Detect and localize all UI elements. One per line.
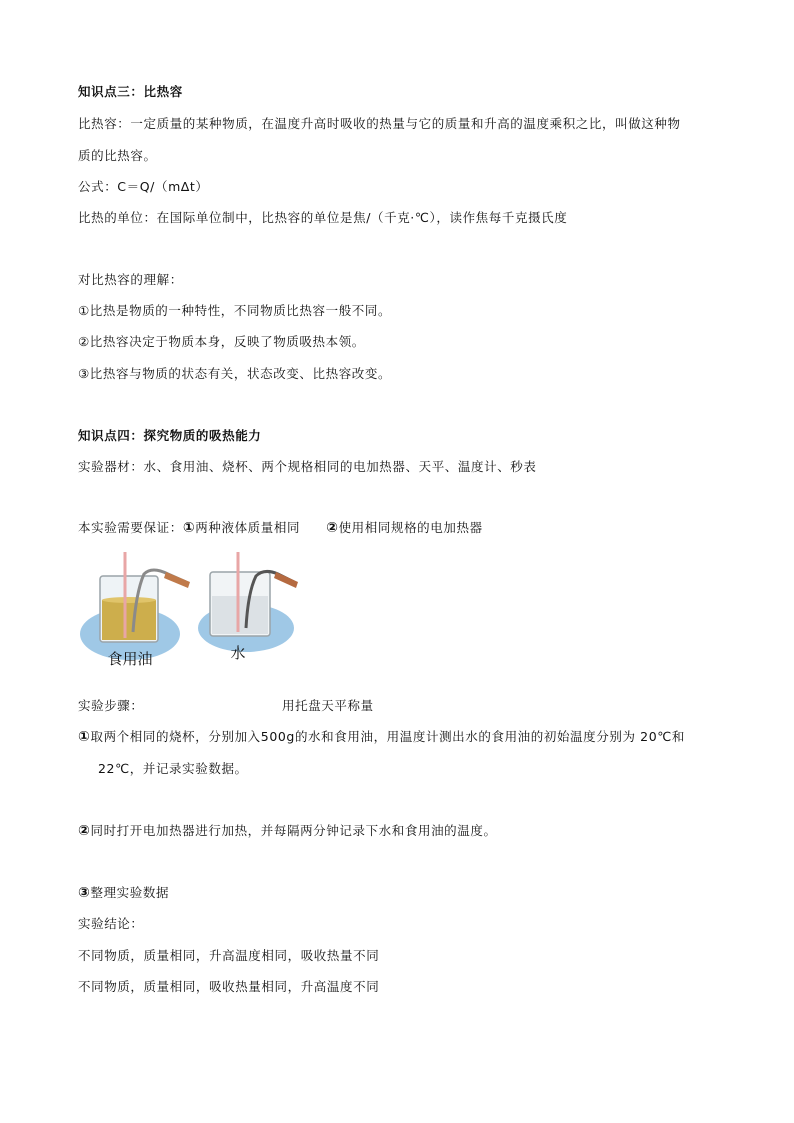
conclusion-1: 不同物质，质量相同，升高温度相同，吸收热量不同	[78, 948, 380, 963]
label-oil: 食用油	[107, 651, 153, 668]
step-2-number: ②	[78, 823, 91, 839]
req1-text: 两种液体质量相同	[195, 520, 301, 535]
materials: 实验器材：水、食用油、烧杯、两个规格相同的电加热器、天平、温度计、秒表	[78, 459, 537, 474]
step-1-number: ①	[78, 729, 91, 745]
definition-line-2: 质的比热容。	[78, 148, 157, 163]
step-3	[78, 885, 169, 901]
step-3-text: 整理实验数据	[90, 885, 170, 900]
label-water: 水	[230, 645, 246, 662]
requirements	[78, 520, 483, 536]
steps-note: 用托盘天平称量	[282, 698, 374, 713]
definition-line-1: 比热容：一定质量的某种物质，在温度升高时吸收的热量与它的质量和升高的温度乘积之比，叫做这种物	[78, 116, 681, 131]
step-2	[78, 823, 497, 839]
beakers-illustration	[78, 552, 308, 672]
unit-text: 比热的单位：在国际单位制中，比热容的单位是焦/（千克·℃），读作焦每千克摄氏度	[78, 210, 568, 225]
water-liquid	[212, 596, 268, 634]
step-1-line-2: 22℃，并记录实验数据。	[98, 761, 248, 776]
conclusion-title: 实验结论：	[78, 916, 144, 931]
section4-title: 知识点四：探究物质的吸热能力	[78, 428, 262, 443]
formula: 公式：C＝Q/（m∆t）	[78, 179, 209, 194]
step-1-line-1	[78, 729, 685, 745]
section3-title: 知识点三：比热容	[78, 84, 183, 99]
step-3-number: ③	[78, 885, 91, 901]
conclusion-2: 不同物质，质量相同，吸收热量相同，升高温度不同	[78, 979, 380, 994]
understanding-title: 对比热容的理解：	[78, 272, 183, 287]
step-1-text: 取两个相同的烧杯，分别加入500g的水和食用油，用温度计测出水的食用油的初始温度分别为 20℃和	[90, 729, 685, 744]
understanding-point-3: ③比热容与物质的状态有关，状态改变、比热容改变。	[78, 366, 392, 381]
understanding-point-2: ②比热容决定于物质本身，反映了物质吸热本领。	[78, 334, 365, 349]
req2-number: ②	[326, 520, 339, 536]
steps-title: 实验步骤：	[78, 698, 144, 713]
experiment-figure	[78, 552, 308, 672]
oil-liquid	[102, 600, 156, 640]
understanding-point-1: ①比热是物质的一种特性，不同物质比热容一般不同。	[78, 303, 392, 318]
requirements-prefix: 本实验需要保证：	[78, 520, 183, 535]
req1-number: ①	[182, 520, 196, 536]
req2-text: 使用相同规格的电加热器	[338, 520, 483, 535]
step-2-text: 同时打开电加热器进行加热，并每隔两分钟记录下水和食用油的温度。	[90, 823, 497, 838]
